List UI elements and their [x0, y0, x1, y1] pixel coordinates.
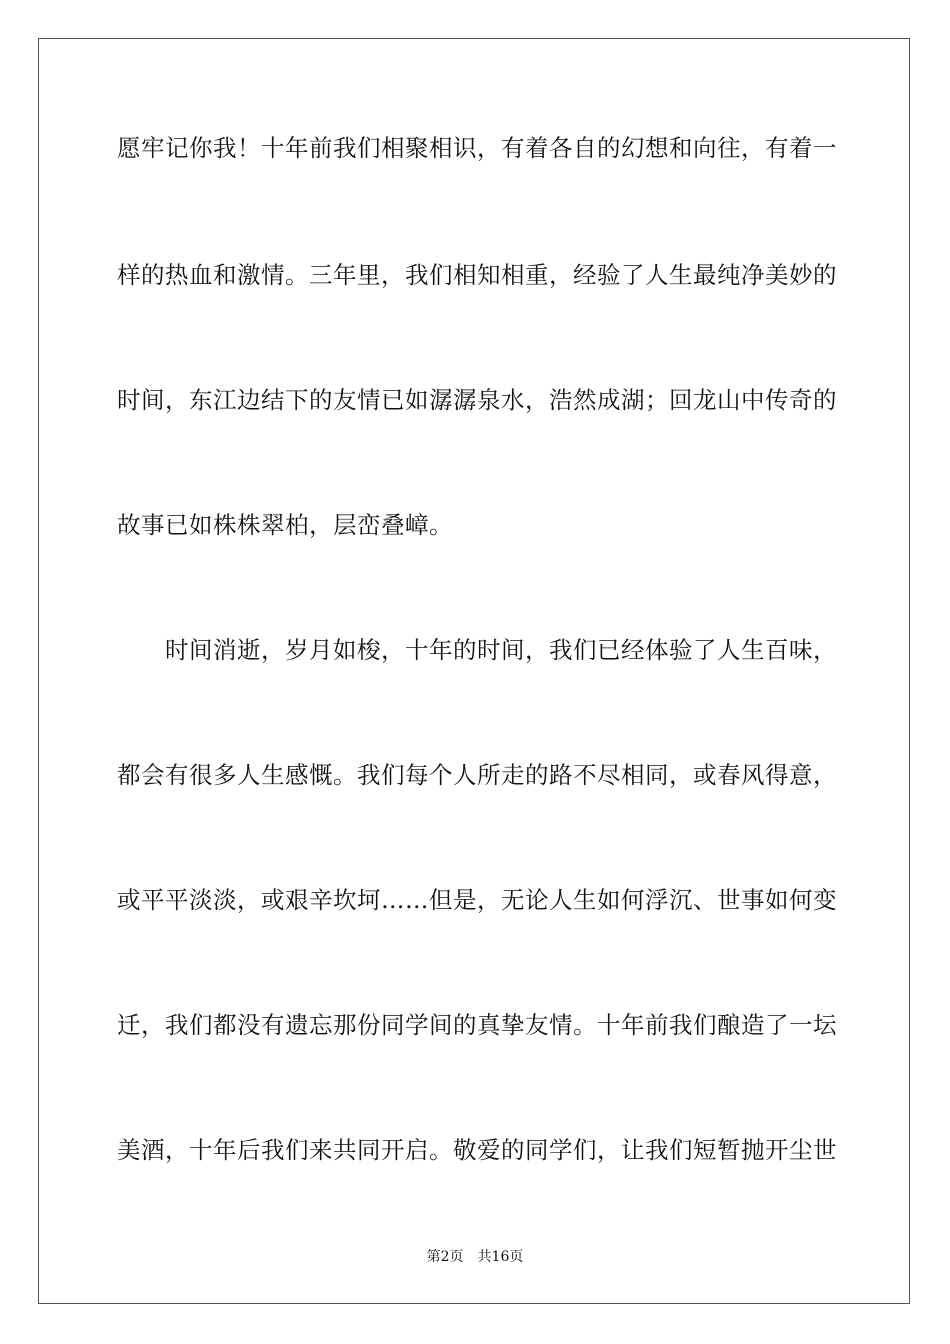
- text-line: 愿牢记你我！十年前我们相聚相识，有着各自的幻想和向往，有着一: [117, 134, 837, 162]
- text-line: 迁，我们都没有遗忘那份同学间的真挚友情。十年前我们酿造了一坛: [117, 1011, 837, 1039]
- text-line: 都会有很多人生感慨。我们每个人所走的路不尽相同，或春风得意，: [117, 761, 837, 789]
- text-line: 故事已如株株翠柏，层峦叠嶂。: [117, 511, 453, 539]
- text-line: 美酒，十年后我们来共同开启。敬爱的同学们，让我们短暂抛开尘世: [117, 1136, 837, 1164]
- text-line: 时间，东江边结下的友情已如潺潺泉水，浩然成湖；回龙山中传奇的: [117, 386, 837, 414]
- text-line: 样的热血和激情。三年里，我们相知相重，经验了人生最纯净美妙的: [117, 261, 837, 289]
- page-border: [38, 38, 910, 1304]
- paragraph-first-line: 时间消逝，岁月如梭，十年的时间，我们已经体验了人生百味，: [165, 636, 837, 664]
- total-pages: 共16页: [477, 1249, 524, 1265]
- page-footer: [0, 1248, 950, 1266]
- page-number: 第2页: [426, 1249, 464, 1265]
- text-line: 或平平淡淡，或艰辛坎坷……但是，无论人生如何浮沉、世事如何变: [117, 886, 837, 914]
